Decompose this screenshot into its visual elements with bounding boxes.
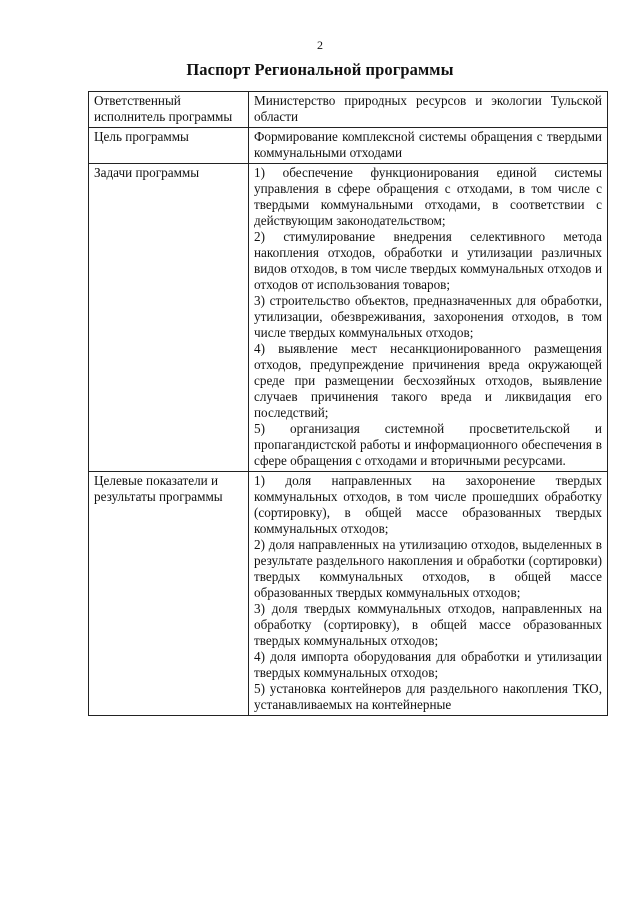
row-value-list xyxy=(249,472,608,716)
row-value: Формирование комплексной системы обращения с твердыми коммунальными отходами xyxy=(249,128,608,164)
list-item: 5) установка контейнеров для раздельного накопления ТКО, устанавливаемых на контейнерные xyxy=(254,681,602,712)
row-value: Министерство природных ресурсов и экологии Тульской области xyxy=(249,92,608,128)
list-item: 4) выявление мест несанкционированного размещения отходов, предупреждение причинения вреда окружающей среде при размещении бесхозяйных отходов, выявление случаев причинения такого вреда и ликвидация его последствий; xyxy=(254,341,602,420)
page-number: 2 xyxy=(317,38,323,52)
list-item: 1) доля направленных на захоронение твердых коммунальных отходов, в том числе прошедших обработку (сортировку), в общей массе образованных твердых коммунальных отходов; xyxy=(254,473,602,536)
list-item: 3) доля твердых коммунальных отходов, направленных на обработку (сортировку), в общей массе образованных твердых коммунальных отходов; xyxy=(254,601,602,648)
table-row-executor xyxy=(89,92,608,128)
row-value-list xyxy=(249,164,608,472)
list-item: 5) организация системной просветительской и пропагандистской работы и информационного обеспечения в сфере обращения с отходами и вторичными ресурсами. xyxy=(254,421,602,468)
row-label: Цель программы xyxy=(89,128,249,164)
passport-table xyxy=(88,91,608,716)
list-item: 3) строительство объектов, предназначенных для обработки, утилизации, обезвреживания, захоронения отходов, в том числе твердых коммунальных отходов; xyxy=(254,293,602,340)
table-row-tasks xyxy=(89,164,608,472)
row-label: Целевые показатели и результаты программы xyxy=(89,472,249,716)
row-label: Задачи программы xyxy=(89,164,249,472)
table-row-goal xyxy=(89,128,608,164)
page-title: Паспорт Региональной программы xyxy=(186,60,454,79)
table-row-indicators xyxy=(89,472,608,716)
list-item: 1) обеспечение функционирования единой системы управления в сфере обращения с отходами, в том числе с твердыми коммунальными отходами, в соответствии с действующим законодательством; xyxy=(254,165,602,228)
list-item: 4) доля импорта оборудования для обработки и утилизации твердых коммунальных отходов; xyxy=(254,649,602,680)
list-item: 2) доля направленных на утилизацию отходов, выделенных в результате раздельного накопления и обработки (сортировки) твердых коммунальных отходов, в общей массе образованных твердых коммунальных отходов; xyxy=(254,537,602,600)
row-label: Ответственный исполнитель программы xyxy=(89,92,249,128)
list-item: 2) стимулирование внедрения селективного метода накопления отходов, обработки и утилизации различных видов отходов, в том числе твердых коммунальных отходов и отходов от использования товаров; xyxy=(254,229,602,292)
